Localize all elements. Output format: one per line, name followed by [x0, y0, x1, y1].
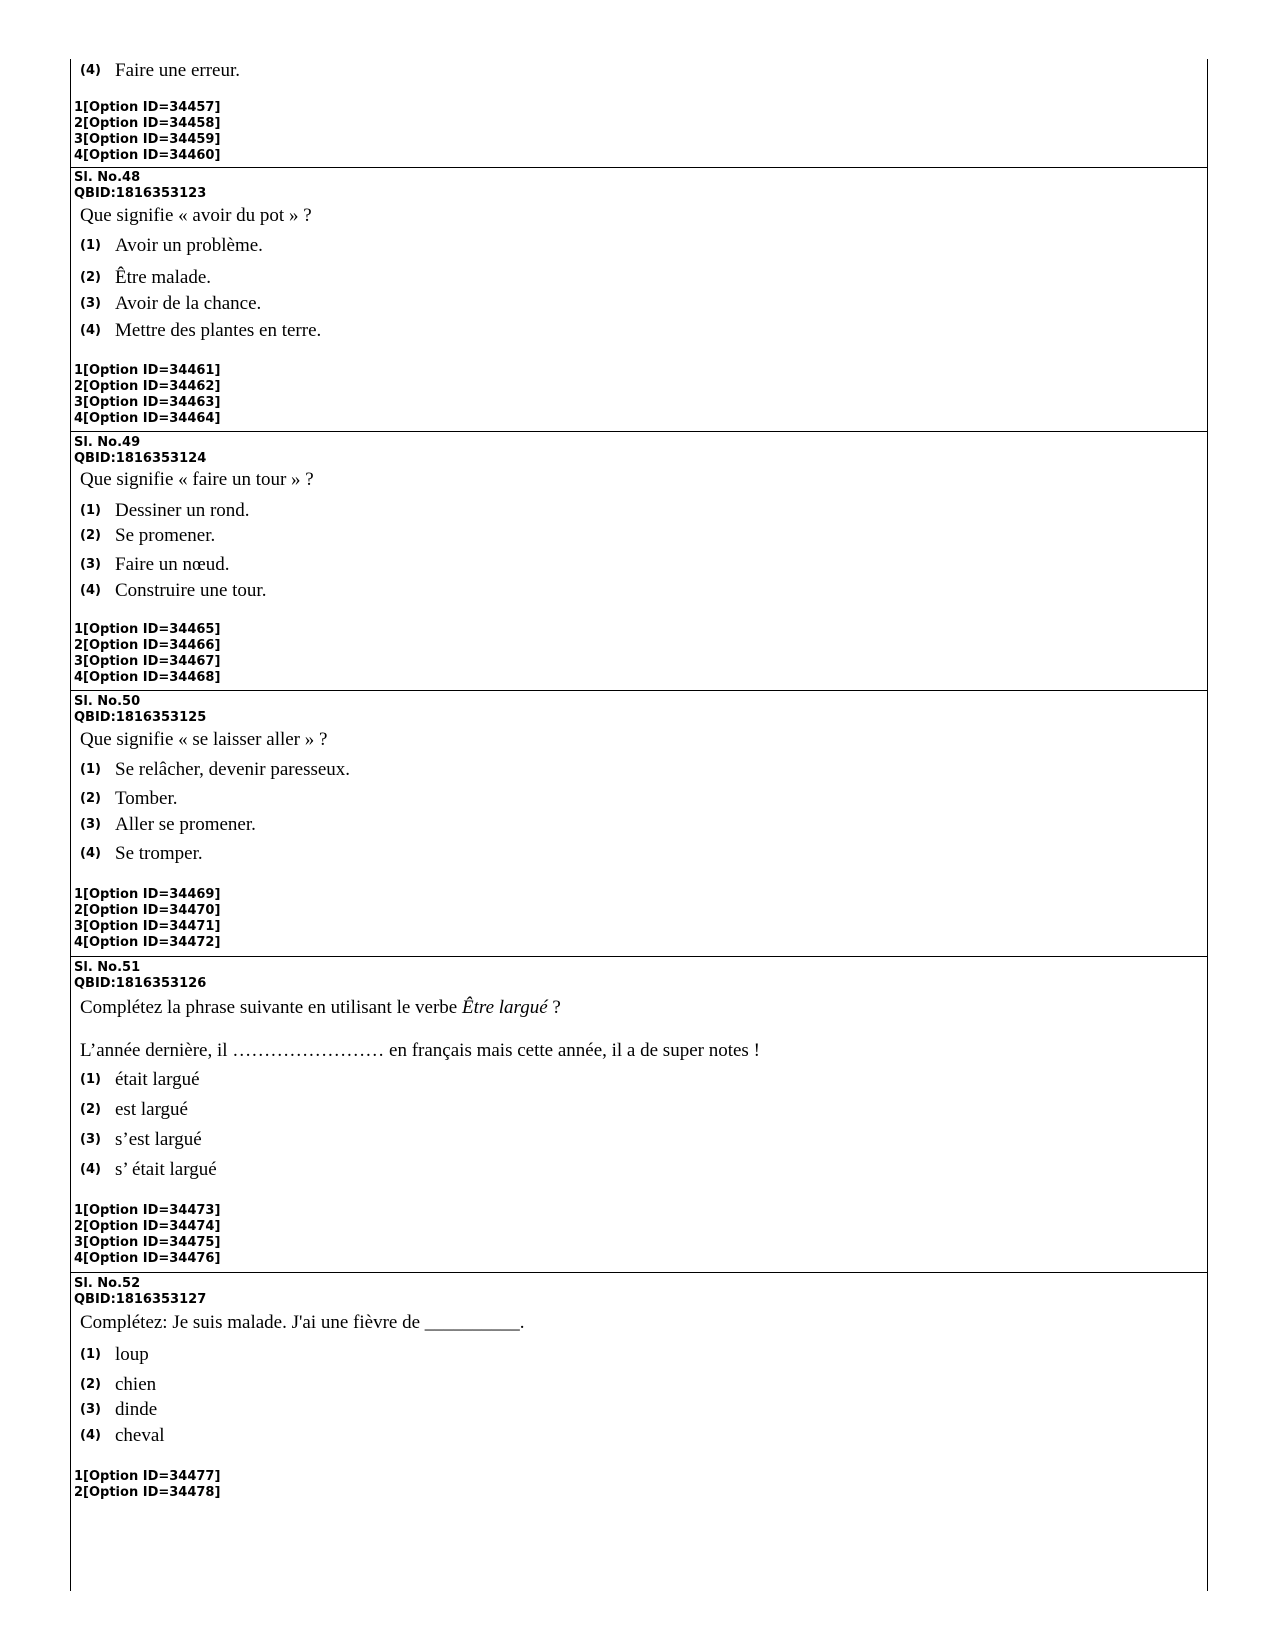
question-text: Que signifie « faire un tour » ? [80, 469, 314, 490]
serial-number: Sl. No.48 [74, 170, 141, 185]
option-id: 2[Option ID=34478] [74, 1485, 221, 1500]
option-id: 4[Option ID=34476] [74, 1251, 221, 1266]
question-prefix: Complétez la phrase suivante en utilisant le verbe [80, 997, 462, 1018]
option-1 [80, 235, 263, 257]
option-id: 1[Option ID=34473] [74, 1203, 221, 1218]
serial-number: Sl. No.49 [74, 435, 141, 450]
option-id: 1[Option ID=34469] [74, 887, 221, 902]
option-number: (3) [80, 296, 101, 311]
option-id: 1[Option ID=34457] [74, 100, 221, 115]
option-number: (4) [80, 1428, 101, 1443]
option-id: 2[Option ID=34458] [74, 116, 221, 131]
option-4 [80, 580, 266, 602]
question-text [80, 997, 561, 1019]
option-number: (2) [80, 1377, 101, 1392]
option-id: 2[Option ID=34470] [74, 903, 221, 918]
option-id: 3[Option ID=34471] [74, 919, 221, 934]
option-id: 3[Option ID=34475] [74, 1235, 221, 1250]
option-number: (1) [80, 238, 101, 253]
option-text: cheval [115, 1425, 165, 1446]
option-2 [80, 1374, 156, 1396]
option-id: 3[Option ID=34463] [74, 395, 221, 410]
option-2 [80, 267, 211, 289]
qbid: QBID:1816353125 [74, 710, 207, 725]
option-1 [80, 500, 250, 522]
option-number: (4) [80, 846, 101, 861]
qbid: QBID:1816353124 [74, 451, 207, 466]
option-2 [80, 525, 215, 547]
option-text: Dessiner un rond. [115, 500, 250, 521]
qbid: QBID:1816353123 [74, 186, 207, 201]
option-3 [80, 1129, 202, 1151]
qbid: QBID:1816353126 [74, 976, 207, 991]
option-1 [80, 1069, 200, 1091]
option-id-list [74, 1469, 220, 1501]
section-divider [71, 956, 1207, 957]
option-text: chien [115, 1374, 157, 1395]
option-text: Se promener. [115, 525, 216, 546]
option-id: 3[Option ID=34467] [74, 654, 221, 669]
option-id: 4[Option ID=34468] [74, 670, 221, 685]
option-2 [80, 1099, 188, 1121]
option-number: (1) [80, 762, 101, 777]
option-text: Faire une erreur. [115, 60, 241, 81]
option-4 [80, 1159, 217, 1181]
option-number: (4) [80, 323, 101, 338]
serial-number: Sl. No.52 [74, 1276, 141, 1291]
question-suffix: ? [547, 997, 561, 1018]
option-id: 2[Option ID=34466] [74, 638, 221, 653]
option-text: Mettre des plantes en terre. [115, 320, 322, 341]
question-verb: Être largué [462, 997, 548, 1018]
option-text: Avoir un problème. [115, 235, 263, 256]
option-text: Avoir de la chance. [115, 293, 262, 314]
serial-number: Sl. No.51 [74, 960, 141, 975]
option-number: (3) [80, 1402, 101, 1417]
section-divider [71, 1272, 1207, 1273]
option-text: Faire un nœud. [115, 554, 230, 575]
option-text: Aller se promener. [115, 814, 256, 835]
option-number: (2) [80, 791, 101, 806]
option-number: (2) [80, 270, 101, 285]
question-text: Que signifie « se laisser aller » ? [80, 729, 328, 750]
option-id-list [74, 363, 220, 427]
option-text: est largué [115, 1099, 188, 1120]
option-id: 2[Option ID=34462] [74, 379, 221, 394]
option-id: 1[Option ID=34461] [74, 363, 221, 378]
option-id-list [74, 1203, 220, 1267]
option-id: 2[Option ID=34474] [74, 1219, 221, 1234]
option-id-list [74, 887, 220, 951]
option-text: Être malade. [115, 267, 212, 288]
option-id: 1[Option ID=34465] [74, 622, 221, 637]
option-4 [80, 320, 321, 342]
option-number: (4) [80, 583, 101, 598]
option-text: dinde [115, 1399, 158, 1420]
option-text: Construire une tour. [115, 580, 267, 601]
option-id: 4[Option ID=34460] [74, 148, 221, 163]
option-number: (2) [80, 528, 101, 543]
option-4 [80, 1425, 165, 1447]
option-id: 3[Option ID=34459] [74, 132, 221, 147]
option-id-list [74, 100, 220, 164]
option-3 [80, 814, 256, 836]
option-1 [80, 759, 350, 781]
option-number: (3) [80, 557, 101, 572]
option-text: loup [115, 1344, 149, 1365]
option-text: Tomber. [115, 788, 178, 809]
option-text: Se tromper. [115, 843, 203, 864]
option-number: (3) [80, 1132, 101, 1147]
option-text: s’ était largué [115, 1159, 217, 1180]
option-3 [80, 1399, 157, 1421]
option-number: (1) [80, 503, 101, 518]
question-sheet [70, 59, 1208, 1591]
option-id: 4[Option ID=34464] [74, 411, 221, 426]
section-divider [71, 690, 1207, 691]
option-text: s’est largué [115, 1129, 202, 1150]
option-number: (4) [80, 63, 101, 78]
option-3 [80, 293, 261, 315]
option-2 [80, 788, 178, 810]
option-4 [80, 60, 240, 82]
question-text: Complétez: Je suis malade. J'ai une fièvre de __________. [80, 1312, 525, 1333]
option-id: 4[Option ID=34472] [74, 935, 221, 950]
option-id: 1[Option ID=34477] [74, 1469, 221, 1484]
option-text: Se relâcher, devenir paresseux. [115, 759, 351, 780]
option-3 [80, 554, 230, 576]
serial-number: Sl. No.50 [74, 694, 141, 709]
question-text: Que signifie « avoir du pot » ? [80, 205, 312, 226]
option-number: (2) [80, 1102, 101, 1117]
option-number: (3) [80, 817, 101, 832]
section-divider [71, 431, 1207, 432]
option-id-list [74, 622, 220, 686]
section-divider [71, 167, 1207, 168]
question-sentence: L’année dernière, il …………………… en français mais cette année, il a de super notes ! [80, 1040, 760, 1061]
option-4 [80, 843, 203, 865]
option-text: était largué [115, 1069, 200, 1090]
option-1 [80, 1344, 149, 1366]
qbid: QBID:1816353127 [74, 1292, 207, 1307]
option-number: (1) [80, 1347, 101, 1362]
option-number: (4) [80, 1162, 101, 1177]
option-number: (1) [80, 1072, 101, 1087]
